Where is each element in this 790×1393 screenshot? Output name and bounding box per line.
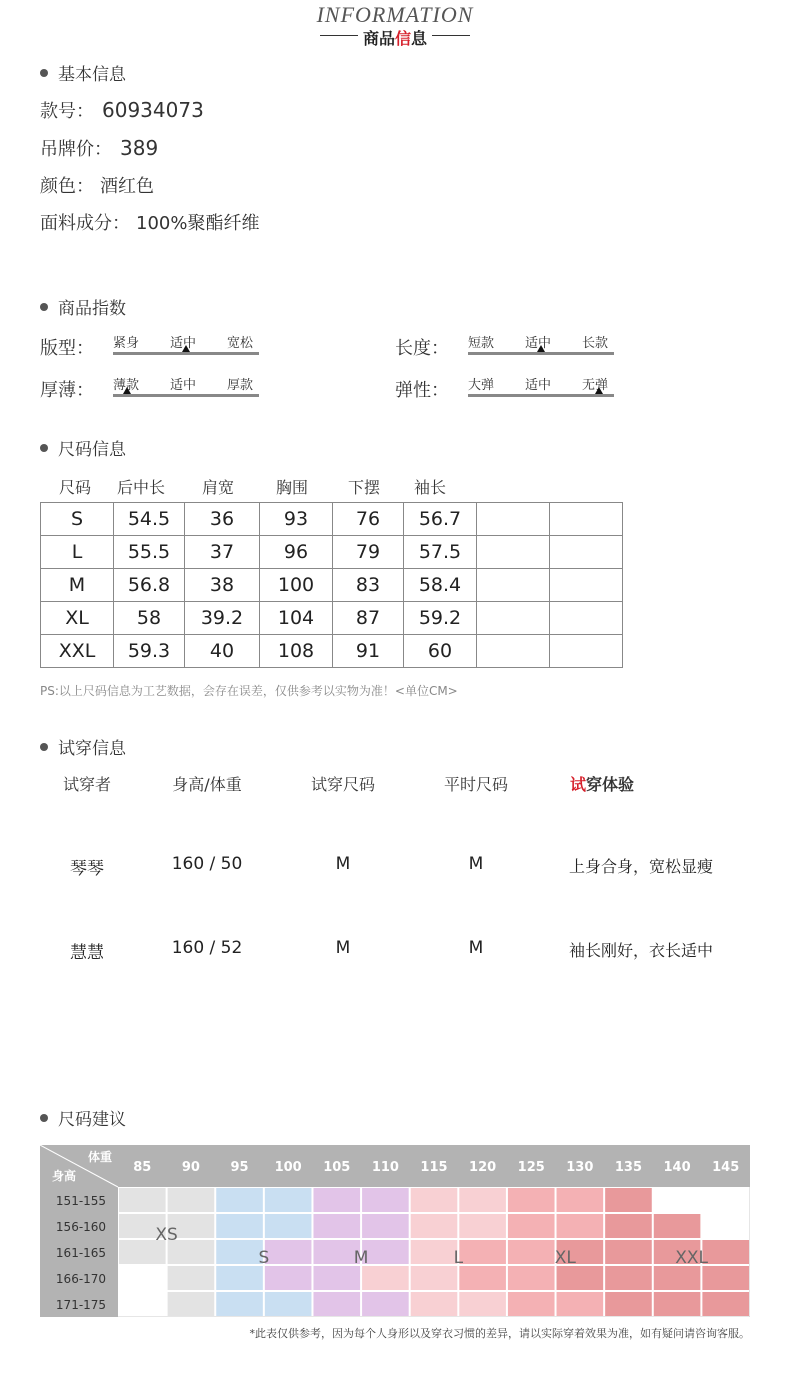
chart-weight-label: 140 [663,1160,691,1175]
section-title-size: 尺码信息 [40,435,126,460]
tryon-column-header: 身高/体重 [172,775,242,794]
chart-cell [508,1292,555,1316]
index-scale-bar [468,352,614,355]
chart-height-label: 171-175 [55,1298,107,1312]
size-table-cell: 108 [260,635,333,668]
size-table-cell: 40 [185,635,260,668]
index-scale [468,332,614,358]
tryon-experience-rest: 穿体验 [586,775,635,794]
tryon-cell: M [335,938,351,958]
tryon-experience-cell: 袖长刚好，衣长适中 [569,941,714,960]
size-table-cell: 100 [260,569,333,602]
chart-cell [702,1266,749,1290]
chart-height-label: 166-170 [55,1272,107,1286]
index-label: 厚薄： [40,380,94,401]
index-scale [468,374,614,400]
size-table-cell [550,569,623,602]
tryon-cell: M [468,938,484,958]
size-table-row [41,635,623,668]
index-marker-icon [123,387,131,394]
chart-cell [459,1214,506,1238]
index-option: 适中 [170,336,197,351]
index-scale-bar [113,352,259,355]
index-option: 短款 [468,336,495,351]
size-table-cell: M [41,569,114,602]
header-chinese-title: 商品信息 [362,29,428,48]
chart-cell [265,1266,312,1290]
size-table-cell: 36 [185,503,260,536]
chart-cell [459,1266,506,1290]
size-table-cell [477,536,550,569]
chart-cell [411,1240,458,1264]
section-title-size-chart: 尺码建议 [40,1105,126,1130]
tryon-cell: M [335,854,351,874]
chart-cell [557,1188,604,1212]
tryon-column-header-experience [570,772,634,795]
size-column-header: 尺码 [59,478,92,497]
size-table-cell [550,503,623,536]
chart-cell [508,1188,555,1212]
chart-height-label: 161-165 [55,1246,107,1260]
tryon-experience-cell: 上身合身，宽松显瘦 [569,857,714,876]
index-option: 大弹 [468,378,495,393]
tag-price-row: 吊牌价： 389 [40,136,159,160]
chart-cell [605,1240,652,1264]
size-table-cell: 56.7 [404,503,477,536]
size-table-cell [550,635,623,668]
chart-size-label: S [258,1248,270,1269]
chart-weight-label: 85 [133,1160,152,1175]
chart-cell [168,1188,215,1212]
chart-cell [411,1266,458,1290]
size-table-cell: 96 [260,536,333,569]
chart-cell [605,1214,652,1238]
header-english-title: INFORMATION [316,2,474,27]
size-table-cell: 58 [114,602,185,635]
tryon-cell: 慧慧 [70,943,104,963]
size-column-header: 后中长 [117,478,166,497]
style-number-row: 款号： 60934073 [40,98,204,122]
chart-cell [216,1214,263,1238]
chart-weight-label: 130 [566,1160,594,1175]
index-option: 长款 [582,336,609,351]
chart-cell [508,1214,555,1238]
chart-cell [362,1266,409,1290]
size-table-cell [550,602,623,635]
index-option: 厚款 [227,378,254,393]
size-recommendation-chart [40,1145,750,1317]
chart-weight-label: 100 [274,1160,302,1175]
tryon-cell: M [468,854,484,874]
color-row: 颜色： 酒红色 [40,176,154,197]
tryon-cell: 160 / 50 [171,854,243,874]
chart-weight-label: 90 [181,1160,200,1175]
chart-cell [265,1292,312,1316]
chart-cell [654,1266,701,1290]
chart-weight-label: 95 [230,1160,249,1175]
chart-cell [411,1188,458,1212]
index-option: 适中 [170,378,197,393]
chart-cell [265,1214,312,1238]
index-option: 紧身 [113,336,140,351]
index-label: 版型： [40,338,94,359]
chart-cell [654,1214,701,1238]
index-option: 宽松 [227,336,254,351]
chart-cell [313,1266,360,1290]
size-table-cell: 55.5 [114,536,185,569]
index-marker-icon [537,345,545,352]
chart-cell [265,1240,312,1264]
size-column-header: 袖长 [414,478,447,497]
chart-size-label: L [453,1248,464,1269]
tryon-cell: 160 / 52 [171,938,243,958]
chart-cell [362,1188,409,1212]
size-note: PS:以上尺码信息为工艺数据，会存在误差，仅供参考以实物为准！<单位CM> [40,684,458,698]
chart-cell [605,1266,652,1290]
size-table-row [41,503,623,536]
chart-cell [216,1240,263,1264]
tryon-cell: 琴琴 [70,859,104,879]
chart-cell [411,1292,458,1316]
size-column-header: 肩宽 [202,478,235,497]
size-table-cell: 104 [260,602,333,635]
size-table-cell: L [41,536,114,569]
chart-cell [313,1188,360,1212]
chart-weight-label: 105 [323,1160,351,1175]
tryon-column-header: 试穿尺码 [310,775,375,794]
chart-size-label: XXL [675,1248,709,1269]
size-table-cell: 93 [260,503,333,536]
chart-cell [216,1188,263,1212]
size-table-cell: 60 [404,635,477,668]
chart-cell [362,1214,409,1238]
section-title-basic: 基本信息 [40,60,126,85]
size-chart-note: *此表仅供参考，因为每个人身形以及穿衣习惯的差异，请以实际穿着效果为准，如有疑问请咨询客服。 [249,1327,750,1340]
size-column-header: 下摆 [348,478,381,497]
size-table-cell: 83 [333,569,404,602]
chart-cell [654,1292,701,1316]
size-table-cell [477,503,550,536]
chart-cell [216,1292,263,1316]
tryon-column-header: 试穿者 [62,775,111,794]
chart-weight-label: 115 [420,1160,448,1175]
size-table-row [41,602,623,635]
size-column-header: 胸围 [276,478,309,497]
chart-cell [557,1266,604,1290]
chart-cell [459,1240,506,1264]
chart-weight-label: 110 [371,1160,399,1175]
chart-cell [313,1292,360,1316]
chart-cell [557,1214,604,1238]
tryon-experience-highlight: 试 [570,775,587,794]
section-title-index: 商品指数 [40,294,126,319]
size-table-cell: S [41,503,114,536]
size-table-cell: 54.5 [114,503,185,536]
chart-cell [168,1266,215,1290]
size-table-cell [550,536,623,569]
index-scale [113,332,259,358]
size-table-cell: 59.2 [404,602,477,635]
size-table-cell: 79 [333,536,404,569]
index-label: 弹性： [395,380,449,401]
index-scale [113,374,259,400]
chart-height-label: 156-160 [55,1220,107,1234]
size-table-cell: 91 [333,635,404,668]
chart-cell [265,1188,312,1212]
chart-weight-label: 135 [614,1160,643,1175]
index-option: 适中 [525,336,552,351]
size-table-cell: 37 [185,536,260,569]
size-table-cell: 76 [333,503,404,536]
chart-size-label: XL [554,1248,576,1269]
index-option: 薄款 [113,378,140,393]
size-table-cell: 59.3 [114,635,185,668]
chart-cell [508,1240,555,1264]
index-option: 适中 [525,378,552,393]
chart-cell [362,1240,409,1264]
chart-cell [459,1188,506,1212]
size-table-cell: 57.5 [404,536,477,569]
tryon-column-header: 平时尺码 [443,775,508,794]
chart-cell [411,1214,458,1238]
chart-cell [605,1292,652,1316]
chart-size-label: XS [155,1224,178,1245]
chart-cell [459,1292,506,1316]
size-table-cell: XL [41,602,114,635]
size-table-cell [477,602,550,635]
chart-size-label: M [353,1248,369,1269]
size-table-cell: XXL [41,635,114,668]
index-option: 无弹 [582,378,609,393]
index-scale-bar [113,394,259,397]
chart-cell [313,1214,360,1238]
chart-cell [508,1266,555,1290]
fabric-row: 面料成分： 100%聚酯纤维 [40,213,260,234]
chart-cell [605,1188,652,1212]
chart-corner-height: 身高 [52,1169,77,1183]
chart-cell [702,1292,749,1316]
chart-cell [119,1188,166,1212]
index-marker-icon [182,345,190,352]
size-table-cell: 87 [333,602,404,635]
size-table-cell [477,635,550,668]
chart-weight-label: 120 [469,1160,497,1175]
chart-weight-label: 145 [712,1160,740,1175]
chart-cell [702,1240,749,1264]
size-table-cell: 39.2 [185,602,260,635]
chart-cell [168,1292,215,1316]
chart-weight-label: 125 [517,1160,545,1175]
size-table-cell: 56.8 [114,569,185,602]
size-table-cell: 38 [185,569,260,602]
chart-cell [557,1292,604,1316]
size-table-cell [477,569,550,602]
size-table-row [41,569,623,602]
section-title-tryon: 试穿信息 [40,734,126,759]
chart-corner-weight: 体重 [87,1150,112,1164]
size-table [40,502,623,668]
chart-cell [362,1292,409,1316]
index-marker-icon [595,387,603,394]
chart-height-label: 151-155 [55,1194,107,1208]
index-scale-bar [468,394,614,397]
size-table-cell: 58.4 [404,569,477,602]
index-label: 长度： [395,338,449,359]
size-table-row [41,536,623,569]
chart-cell [216,1266,263,1290]
